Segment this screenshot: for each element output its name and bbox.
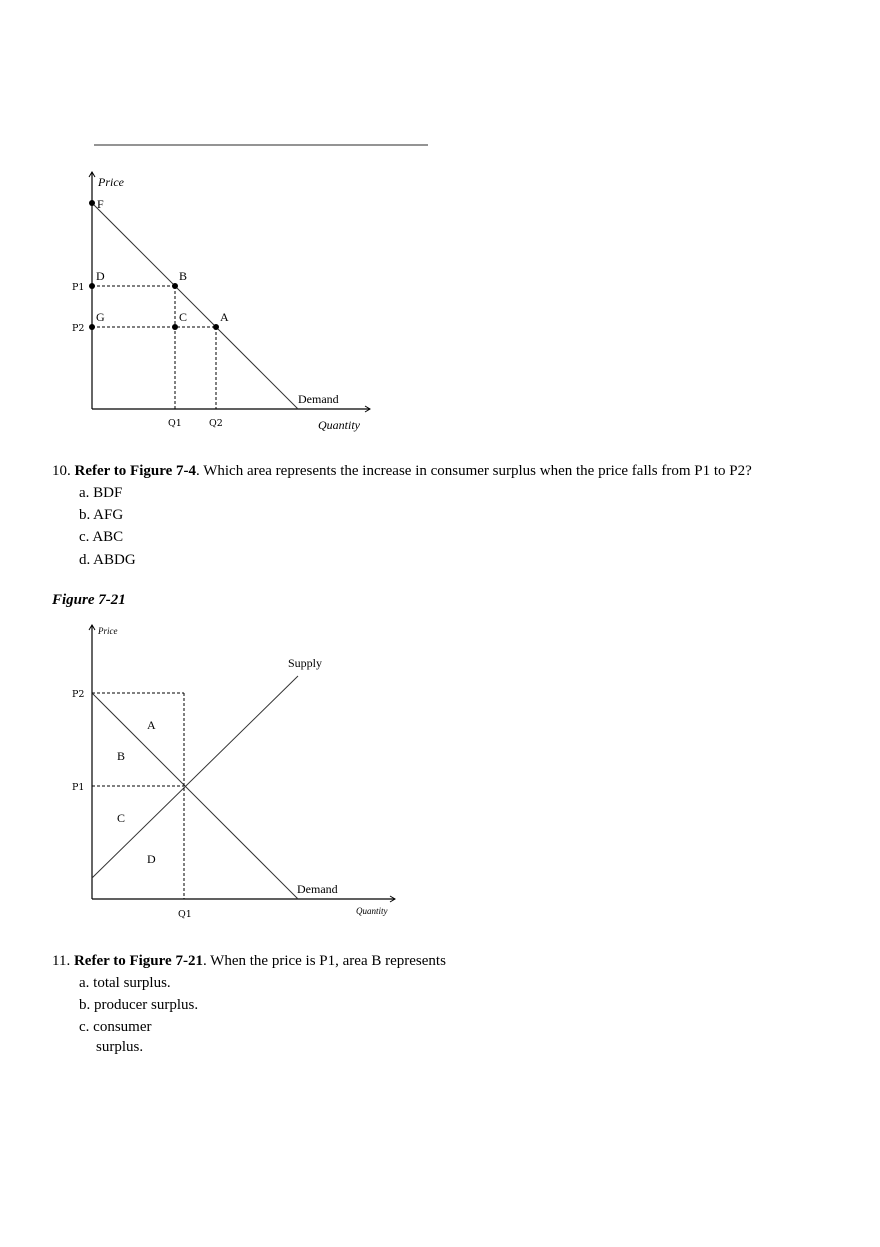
fig1-demand-label: Demand (298, 392, 339, 406)
option-d[interactable]: d. ABDG (79, 552, 136, 568)
fig2-p2-tick: P2 (72, 689, 85, 700)
option-a[interactable]: a. BDF (79, 485, 123, 501)
point-f (89, 200, 95, 206)
fig1-p2-tick: P2 (72, 323, 85, 334)
fig1-x-label: Quantity (318, 418, 360, 432)
fig1-p1-tick: P1 (72, 282, 85, 293)
label-a: A (220, 310, 229, 324)
option-a[interactable]: a. total surplus. (79, 975, 171, 991)
fig2-demand-label: Demand (297, 882, 338, 896)
fig2-y-label: Price (98, 626, 118, 636)
figure-7-4 (89, 172, 370, 412)
question-text: . When the price is P1, area B represents (202, 953, 446, 969)
area-d: D (147, 852, 156, 866)
demand-line (92, 693, 298, 899)
question-10 (52, 462, 752, 480)
fig1-q2-tick: Q2 (209, 418, 223, 429)
option-c[interactable]: c. ABC (79, 529, 124, 545)
point-c (172, 324, 178, 330)
point-p2 (89, 324, 95, 330)
figure-7-21 (89, 625, 395, 902)
label-g: G (96, 310, 105, 324)
option-c-continued[interactable]: surplus. (96, 1039, 144, 1055)
question-11 (52, 952, 446, 970)
option-b[interactable]: b. AFG (79, 507, 124, 523)
fig1-y-label: Price (98, 175, 124, 189)
figure-reference: Refer to Figure 7-4 (74, 463, 196, 479)
fig1-q1-tick: Q1 (168, 418, 182, 429)
fig2-x-label: Quantity (356, 906, 388, 916)
figure-title: Figure 7-21 (52, 592, 126, 608)
point-b (172, 283, 178, 289)
label-c: C (179, 310, 188, 324)
label-d: D (96, 269, 105, 283)
question-number: 11. (52, 953, 71, 969)
label-f: F (97, 197, 104, 211)
option-b[interactable]: b. producer surplus. (79, 997, 199, 1013)
label-b: B (179, 269, 188, 283)
question-number: 10. (52, 463, 71, 479)
demand-line (92, 203, 298, 409)
figure-reference: Refer to Figure 7-21 (73, 953, 203, 969)
fig2-p1-tick: P1 (72, 782, 85, 793)
question-text: . Which area represents the increase in consumer surplus when the price falls from P1 to P2? (196, 463, 752, 479)
area-b: B (117, 749, 126, 763)
area-a: A (147, 718, 156, 732)
option-c[interactable]: c. consumer (79, 1019, 152, 1035)
point-a (213, 324, 219, 330)
area-c: C (117, 811, 126, 825)
point-p1 (89, 283, 95, 289)
fig2-q1-tick: Q1 (178, 909, 192, 920)
supply-line (92, 676, 298, 878)
fig2-supply-label: Supply (288, 656, 323, 670)
